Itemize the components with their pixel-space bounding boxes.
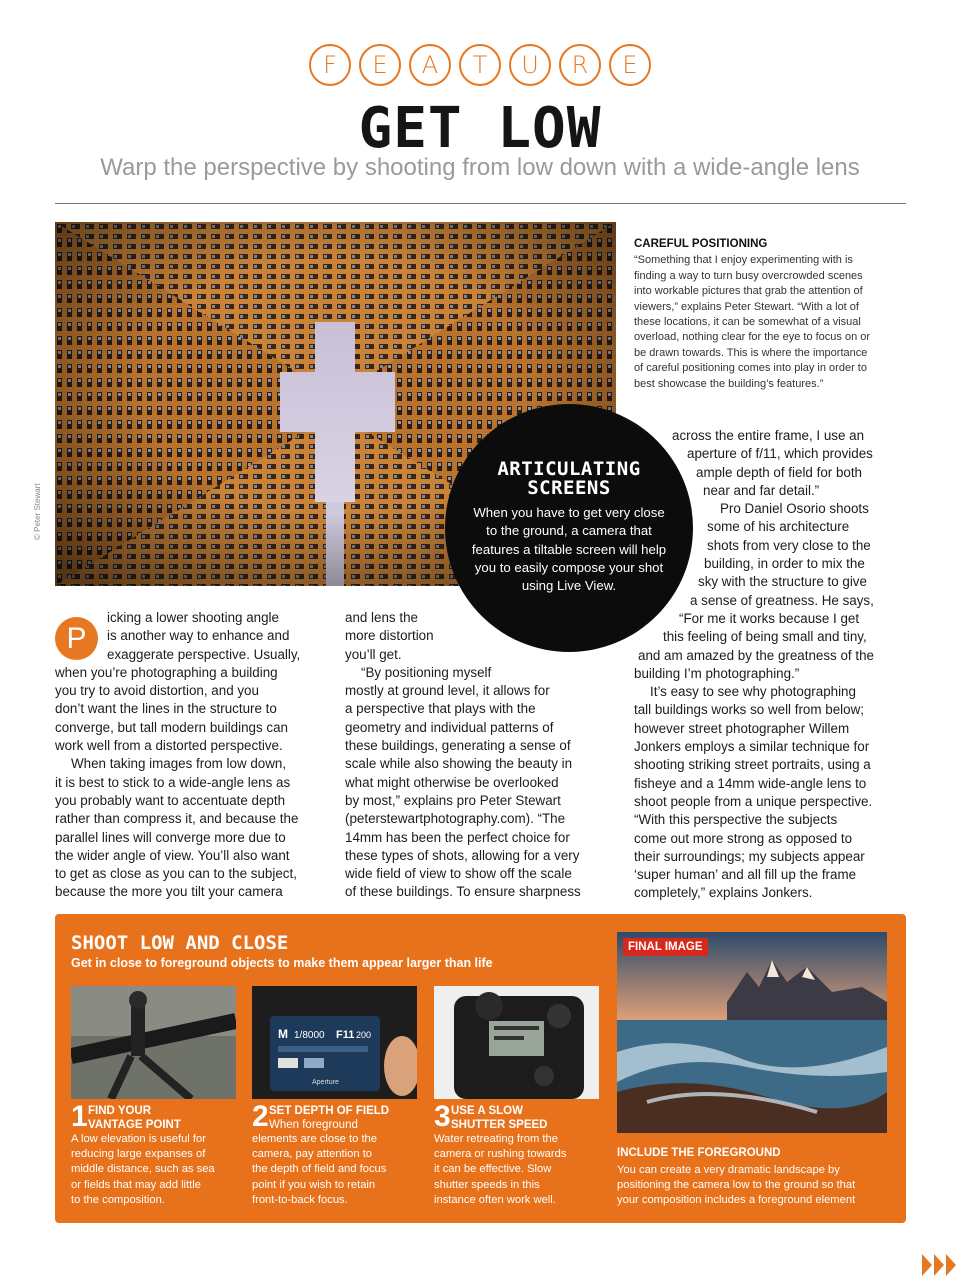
camera-iso: 200	[356, 1030, 372, 1040]
body-line: wide field of view to show off the scale	[345, 866, 572, 882]
step-line: A low elevation is useful for	[71, 1133, 206, 1145]
body-line: you’ll get.	[345, 646, 402, 662]
step-heading: USE A SLOW	[451, 1105, 523, 1117]
camera-shutter: 1/8000	[294, 1030, 325, 1041]
body-line: mostly at ground level, it allows for	[345, 683, 550, 699]
sidebar-line: these locations, it can be somewhat of a visual	[634, 316, 861, 329]
step-heading: SHUTTER SPEED	[451, 1119, 548, 1131]
body-line: ‘super human’ and all fill up the frame	[634, 867, 857, 883]
photo-credit: © Peter Stewart	[33, 483, 42, 540]
body-line: it is best to stick to a wide-angle lens as	[55, 774, 291, 790]
body-column-2	[345, 609, 615, 902]
body-line: more distortion	[345, 628, 434, 644]
step-line: middle distance, such as sea	[71, 1163, 215, 1176]
body-line: of these buildings. To ensure sharpness	[345, 884, 581, 900]
panel-title: SHOOT LOW AND CLOSE	[71, 932, 289, 954]
body-line: Jonkers employs a similar technique for	[634, 739, 870, 755]
body-line: what might otherwise be overlooked	[345, 774, 559, 790]
step-number: 2	[252, 1100, 269, 1133]
sidebar-line: be drawn towards. This is where the importance	[634, 346, 868, 359]
step-heading: When foreground	[269, 1119, 358, 1131]
step-heading: FIND YOUR	[88, 1105, 152, 1117]
camera-menu: Aperture	[312, 1079, 339, 1086]
body-line: you probably want to accentuate depth	[55, 792, 286, 808]
body-line: is another way to enhance and	[107, 628, 290, 644]
sidebar-line: viewers,” explains Peter Stewart. “With a lot of	[634, 300, 859, 313]
body-line: converge, but tall modern buildings can	[55, 719, 288, 735]
body-line: these buildings, generating a sense of	[345, 738, 571, 754]
body-line: completely,” explains Jonkers.	[634, 885, 813, 901]
step-1-photo-tripod	[71, 986, 236, 1099]
body-line: Pro Daniel Osorio shoots	[720, 501, 869, 517]
sidebar-line: “Something that I enjoy experimenting with is	[634, 254, 853, 267]
sidebar-line: of careful positioning comes into play in order to	[634, 362, 867, 375]
step-heading: SET DEPTH OF FIELD	[269, 1105, 390, 1117]
step-2-photo-camera-screen	[252, 986, 417, 1099]
caption-line: You can create a very dramatic landscape by	[617, 1164, 840, 1176]
body-line: their surroundings; my subjects appear	[634, 848, 865, 864]
next-page-arrows-icon[interactable]	[920, 1250, 960, 1280]
step-line: or fields that may add little	[71, 1178, 201, 1191]
body-column-1	[55, 609, 325, 902]
callout-line: When you have to get very close	[473, 505, 665, 520]
shoot-low-and-close-panel	[55, 914, 906, 1223]
page-subtitle: Warp the perspective by shooting from low down with a wide-angle lens	[100, 154, 860, 181]
body-line: and lens the	[345, 610, 418, 625]
body-line: scale while also showing the beauty in	[345, 756, 573, 772]
callout-line: using Live View.	[521, 578, 617, 594]
step-number: 3	[434, 1100, 451, 1133]
body-line: 14mm has been the perfect choice for	[345, 829, 570, 845]
body-line: It’s easy to see why photographing	[650, 684, 856, 700]
camera-shutter: M	[278, 1027, 288, 1041]
sidebar-careful-positioning	[634, 237, 906, 392]
body-line: “By positioning myself	[361, 664, 492, 680]
body-line: ample depth of field for both	[696, 464, 863, 480]
body-line: and am amazed by the greatness of the	[638, 647, 874, 663]
body-line: near and far detail.”	[703, 482, 820, 498]
feature-letter: U	[509, 44, 551, 86]
body-line: shooting striking street portraits, using a	[634, 757, 871, 773]
callout-title: SCREENS	[527, 477, 611, 499]
callout-line: to the ground, a camera that	[486, 523, 652, 539]
final-image-badge: FINAL IMAGE	[623, 938, 708, 956]
articulating-screens-callout	[445, 404, 693, 652]
body-line: icking a lower shooting angle	[107, 610, 279, 625]
callout-line: features a tiltable screen will help	[471, 541, 667, 557]
body-line: exaggerate perspective. Usually,	[107, 646, 301, 662]
step-line: reducing large expanses of	[71, 1148, 206, 1161]
feature-letter: E	[359, 44, 401, 86]
step-line: Water retreating from the	[434, 1133, 558, 1145]
final-image-seascape	[617, 932, 887, 1133]
step-line: camera or rushing towards	[434, 1148, 567, 1161]
step-3-photo-camera-top	[434, 986, 599, 1099]
callout-title: ARTICULATING	[497, 458, 641, 480]
body-line: across the entire frame, I use an	[672, 428, 865, 443]
sidebar-line: overload, nothing clear for the eye to focus on or	[634, 331, 871, 344]
step-line: to the composition.	[71, 1193, 165, 1206]
body-line: aperture of f/11, which provides	[687, 446, 873, 462]
body-line: work well from a distorted perspective.	[55, 738, 283, 754]
body-line: come out more strong as opposed to	[634, 830, 853, 846]
step-line: camera, pay attention to	[252, 1148, 373, 1161]
dropcap: P	[55, 617, 98, 660]
body-line: building, in order to mix the	[704, 556, 865, 572]
body-line: shoot people from a unique perspective.	[634, 793, 873, 809]
step-line: instance often work well.	[434, 1193, 556, 1206]
step-line: elements are close to the	[252, 1133, 377, 1145]
body-line: tall buildings works so well from below;	[634, 702, 864, 718]
page-title: GET LOW	[358, 96, 602, 161]
step-heading: VANTAGE POINT	[88, 1119, 181, 1131]
body-line: some of his architecture	[707, 519, 850, 535]
header-divider	[55, 203, 906, 204]
body-line: however street photographer Willem	[634, 720, 850, 736]
body-line: sky with the structure to give	[698, 574, 867, 590]
body-line: when you’re photographing a building	[55, 664, 278, 680]
step-line: point if you wish to retain	[252, 1178, 376, 1191]
sidebar-line: finding a way to turn busy overcrowded scenes	[634, 269, 863, 282]
caption-line: your composition includes a foreground element	[617, 1194, 856, 1207]
body-line: geometry and individual patterns of	[345, 719, 554, 735]
final-image-heading: INCLUDE THE FOREGROUND	[617, 1147, 781, 1159]
step-line: front-to-back focus.	[252, 1193, 348, 1206]
step-line: it can be effective. Slow	[434, 1163, 552, 1176]
body-line: “For me it works because I get	[679, 610, 860, 626]
body-line: When taking images from low down,	[71, 756, 287, 772]
feature-letter: T	[459, 44, 501, 86]
body-line: parallel lines will converge more due to	[55, 829, 286, 845]
feature-letter: F	[309, 44, 351, 86]
camera-aperture: F11	[336, 1029, 355, 1041]
step-line: the depth of field and focus	[252, 1163, 387, 1176]
feature-letter: E	[609, 44, 651, 86]
body-line: a perspective that plays with the	[345, 701, 536, 717]
body-line: a sense of greatness. He says,	[690, 592, 874, 608]
final-image-caption	[617, 1163, 855, 1209]
panel-subtitle: Get in close to foreground objects to make them appear larger than life	[71, 956, 493, 970]
feature-label	[0, 44, 960, 86]
body-line: because the more you tilt your camera	[55, 884, 283, 900]
sidebar-heading: CAREFUL POSITIONING	[634, 238, 768, 250]
callout-line: you to easily compose your shot	[474, 559, 664, 575]
feature-letter: R	[559, 44, 601, 86]
sidebar-line: best showcase the building’s features.”	[634, 377, 824, 390]
body-line: shots from very close to the	[707, 537, 871, 553]
body-line: this feeling of being small and tiny,	[663, 629, 867, 645]
feature-letter: A	[409, 44, 451, 86]
body-line: to get as close as you can to the subject,	[55, 866, 297, 882]
sidebar-line: into workable pictures that grab the attention of	[634, 285, 863, 298]
body-line: the wider angle of view. You’ll also want	[55, 847, 290, 863]
body-line: don’t want the lines in the structure to	[55, 701, 277, 717]
body-line: by most,” explains pro Peter Stewart	[345, 792, 561, 808]
body-line: “With this perspective the subjects	[634, 812, 838, 828]
caption-line: positioning the camera low to the ground so that	[617, 1179, 856, 1192]
body-line: rather than compress it, and because the	[55, 811, 299, 827]
body-line: fisheye and a 14mm wide-angle lens to	[634, 775, 867, 791]
body-line: you try to avoid distortion, and you	[55, 683, 259, 699]
body-line: these types of shots, allowing for a very	[345, 847, 580, 863]
body-line: building I’m photographing.”	[634, 665, 800, 681]
step-number: 1	[71, 1100, 88, 1133]
step-line: shutter speeds in this	[434, 1178, 540, 1191]
body-line: (peterstewartphotography.com). “The	[345, 811, 566, 827]
